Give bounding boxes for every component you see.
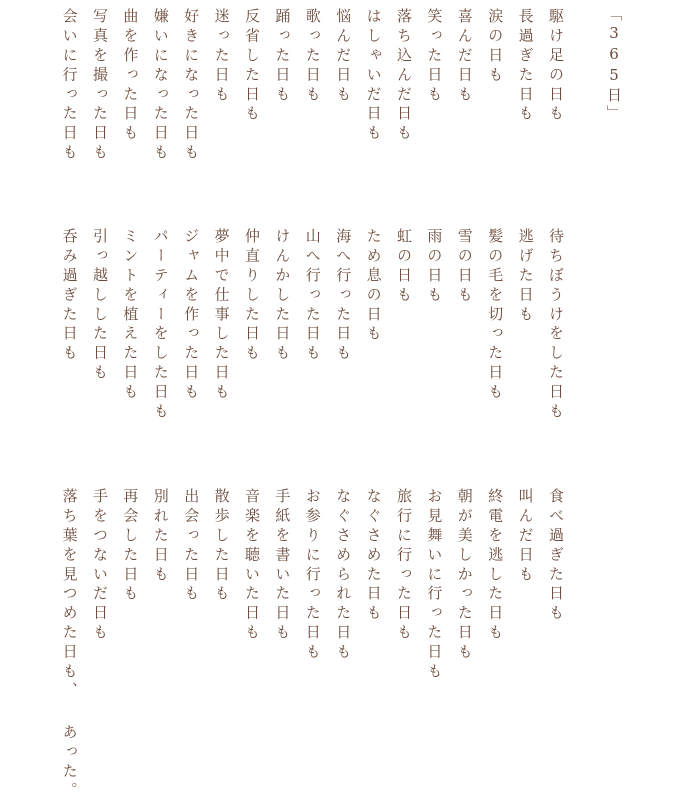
poem-line: 迷った日も: [212, 8, 231, 105]
poem-line: 叫んだ日も: [516, 488, 535, 585]
poem-line: 涙の日も: [486, 8, 505, 86]
poem-line: 踊った日も: [273, 8, 292, 105]
poem-line: お参りに行った日も: [303, 488, 322, 663]
poem-line: 手をつないだ日も: [91, 488, 109, 644]
poem-line: 長過ぎた日も: [516, 8, 535, 125]
poem-line: 虹の日も: [395, 228, 413, 306]
poem-line: 夢中で仕事した日も: [212, 228, 231, 403]
poem-line: 嫌いになった日も: [151, 8, 170, 164]
poem-line: 旅行に行った日も: [395, 488, 413, 644]
poem-line: 曲を作った日も: [121, 8, 140, 144]
poem-line: ジャムを作った日も: [182, 228, 201, 403]
poem-line: 駆け足の日も: [547, 8, 565, 125]
poem-line: なぐさめた日も: [364, 488, 383, 624]
poem-line: 山へ行った日も: [303, 228, 322, 364]
poem-line: 音楽を聴いた日も: [243, 488, 261, 644]
poem-line: 食べ過ぎた日も: [547, 488, 565, 624]
poem-line: ため息の日も: [364, 228, 383, 345]
poem-line: 仲直りした日も: [243, 228, 261, 364]
poem-line: 悩んだ日も: [334, 8, 353, 105]
poem-line: 逃げた日も: [516, 228, 535, 325]
poem-line: 終電を逃した日も: [486, 488, 505, 644]
poem-line: 喜んだ日も: [455, 8, 474, 105]
poem-line: 別れた日も: [151, 488, 170, 585]
poem-line: 落ち込んだ日も: [395, 8, 413, 144]
poem-line: 再会した日も: [121, 488, 140, 605]
poem-line: 海へ行った日も: [334, 228, 353, 364]
poem-line: 歌った日も: [303, 8, 322, 105]
poem-line: 好きになった日も: [182, 8, 201, 164]
poem-line: 髪の毛を切った日も: [486, 228, 505, 403]
poem-line: なぐさめられた日も: [334, 488, 353, 663]
poem-line: 出会った日も: [182, 488, 201, 605]
poem-line: けんかした日も: [273, 228, 292, 364]
poem-title: 「365日」: [605, 6, 623, 123]
poem-line: 手紙を書いた日も: [273, 488, 292, 644]
poem-line: 雪の日も: [455, 228, 474, 306]
poem-line: 写真を撮った日も: [91, 8, 109, 164]
poem-line: 呑み過ぎた日も: [60, 228, 79, 364]
poem-line: 落ち葉を見つめた日も、 あった。: [60, 488, 79, 801]
poem-line: 会いに行った日も: [60, 8, 79, 164]
poem-line: 雨の日も: [425, 228, 444, 306]
poem-line: はしゃいだ日も: [364, 8, 383, 144]
poem-line: 反省した日も: [243, 8, 261, 125]
poem-line: お見舞いに行った日も: [425, 488, 444, 682]
poem-line: 待ちぼうけをした日も: [547, 228, 565, 422]
poem-line: 笑った日も: [425, 8, 444, 105]
poem-line: パーティーをした日も: [151, 228, 170, 422]
poem-line: 朝が美しかった日も: [455, 488, 474, 663]
poem-line: 引っ越しした日も: [91, 228, 109, 384]
poem-line: ミントを植えた日も: [121, 228, 140, 403]
poem-line: 散歩した日も: [212, 488, 231, 605]
